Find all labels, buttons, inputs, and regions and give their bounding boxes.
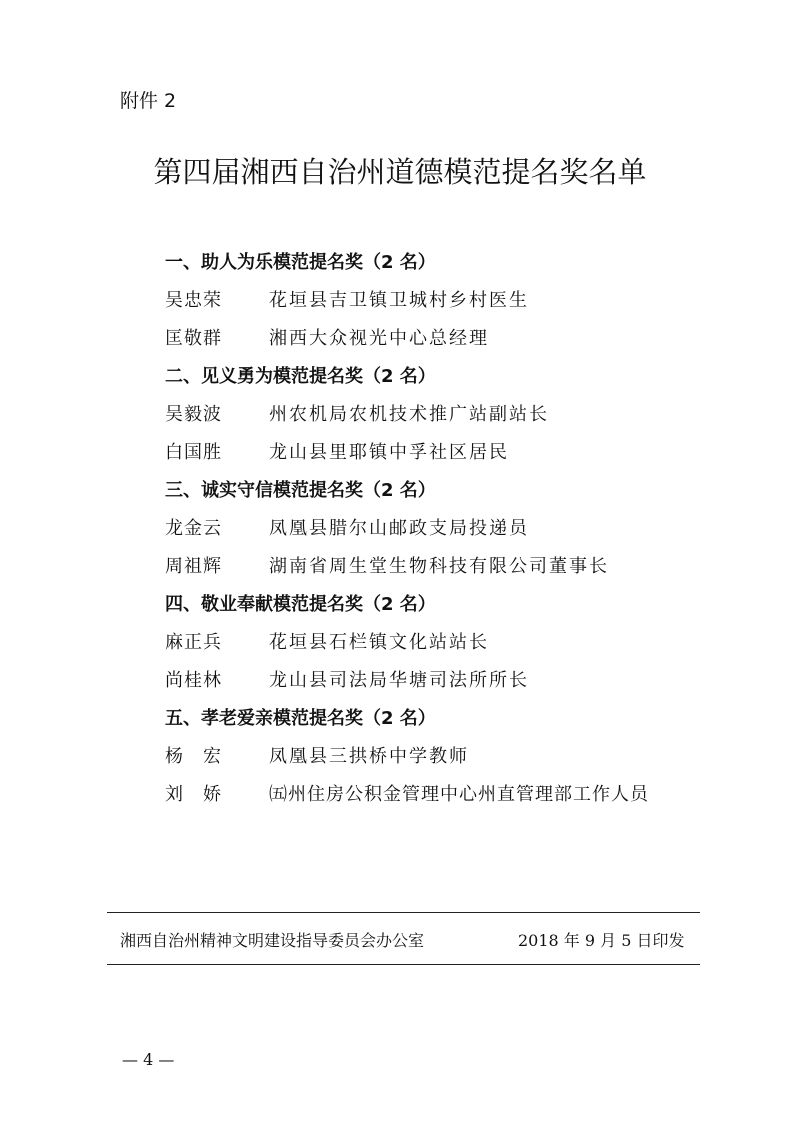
section-heading: 三、诚实守信模范提名奖（2 名）	[165, 480, 436, 501]
person-name: 杨 宏	[165, 746, 222, 767]
person-description: ㈤州住房公积金管理中心州直管理部工作人员	[269, 784, 649, 805]
award-section	[165, 700, 725, 814]
person-name: 周祖辉	[165, 556, 222, 577]
person-row	[165, 624, 725, 662]
footer-issuer: 湘西自治州精神文明建设指导委员会办公室	[120, 931, 425, 950]
person-name: 吴毅波	[165, 404, 222, 425]
award-section	[165, 244, 725, 358]
award-section	[165, 586, 725, 700]
person-name: 吴忠荣	[165, 290, 222, 311]
person-name: 龙金云	[165, 518, 222, 539]
person-row	[165, 320, 725, 358]
person-description: 州农机局农机技术推广站副站长	[269, 404, 549, 425]
footer-date: 2018 年 9 月 5 日印发	[518, 931, 685, 950]
person-name: 刘 娇	[165, 784, 222, 805]
person-description: 湘西大众视光中心总经理	[269, 328, 489, 349]
person-description: 凤凰县三拱桥中学教师	[269, 746, 469, 767]
section-heading: 二、见义勇为模范提名奖（2 名）	[165, 366, 436, 387]
person-row	[165, 434, 725, 472]
person-description: 花垣县石栏镇文化站站长	[269, 632, 489, 653]
person-description: 龙山县里耶镇中孚社区居民	[269, 442, 509, 463]
section-heading: 四、敬业奉献模范提名奖（2 名）	[165, 594, 436, 615]
person-description: 龙山县司法局华塘司法所所长	[269, 670, 529, 691]
person-name: 匡敬群	[165, 328, 222, 349]
person-row	[165, 510, 725, 548]
attachment-label: 附件 2	[120, 90, 177, 112]
person-description: 凤凰县腊尔山邮政支局投递员	[269, 518, 529, 539]
person-name: 麻正兵	[165, 632, 222, 653]
footer-top-rule	[107, 912, 700, 913]
section-heading: 五、孝老爱亲模范提名奖（2 名）	[165, 708, 436, 729]
person-description: 湖南省周生堂生物科技有限公司董事长	[269, 556, 609, 577]
footer-bottom-rule	[107, 964, 700, 965]
person-row	[165, 548, 725, 586]
person-row	[165, 738, 725, 776]
person-row	[165, 396, 725, 434]
document-title: 第四届湘西自治州道德模范提名奖名单	[153, 155, 647, 189]
person-row	[165, 662, 725, 700]
person-name: 白国胜	[165, 442, 222, 463]
award-list	[165, 244, 725, 814]
section-heading: 一、助人为乐模范提名奖（2 名）	[165, 252, 436, 273]
person-row	[165, 282, 725, 320]
award-section	[165, 472, 725, 586]
person-name: 尚桂林	[165, 670, 222, 691]
page-number: — 4 —	[122, 1050, 175, 1069]
person-row	[165, 776, 725, 814]
award-section	[165, 358, 725, 472]
person-description: 花垣县吉卫镇卫城村乡村医生	[269, 290, 529, 311]
